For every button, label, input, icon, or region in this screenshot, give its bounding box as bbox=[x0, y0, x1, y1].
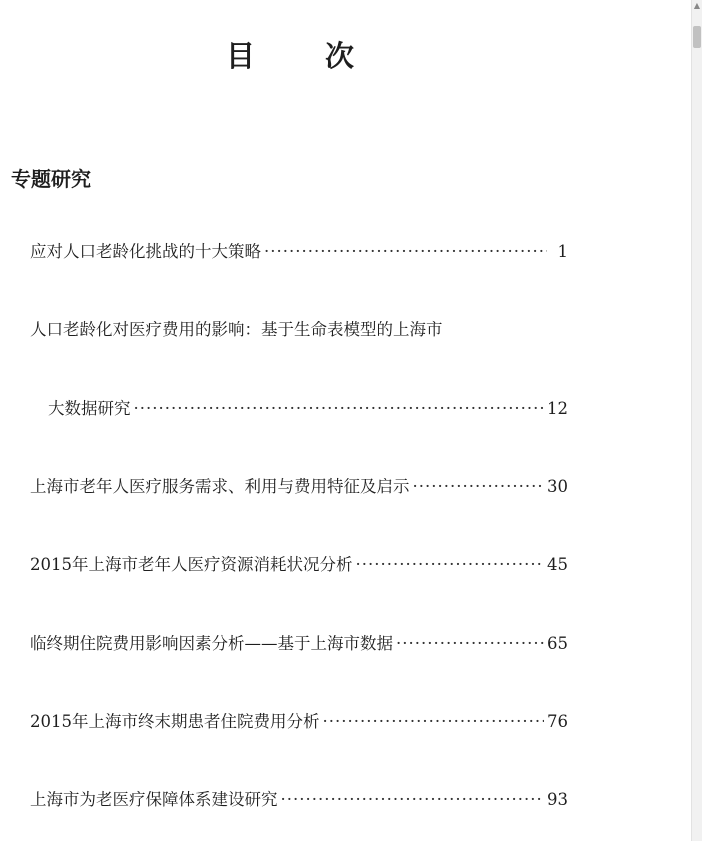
dot-leader bbox=[134, 396, 545, 422]
toc-entry-page: 76 bbox=[547, 712, 568, 731]
toc-entry[interactable] bbox=[30, 474, 568, 500]
toc-entry-page: 65 bbox=[547, 634, 568, 653]
section-heading: 专题研究 bbox=[11, 167, 91, 191]
title-char-2: 次 bbox=[325, 39, 355, 73]
toc-entry-page: 1 bbox=[557, 242, 568, 261]
toc-entry-continuation[interactable] bbox=[48, 396, 568, 422]
dot-leader bbox=[281, 787, 545, 813]
dot-leader bbox=[264, 239, 547, 265]
toc-entry-title: 2015年上海市终末期患者住院费用分析 bbox=[30, 712, 320, 731]
toc-entry-title: 2015年上海市老年人医疗资源消耗状况分析 bbox=[30, 555, 353, 574]
toc-entry[interactable] bbox=[30, 239, 568, 265]
toc-entry-title: 人口老龄化对医疗费用的影响：基于生命表模型的上海市 bbox=[30, 320, 443, 339]
dot-leader bbox=[356, 552, 545, 578]
vertical-scrollbar[interactable] bbox=[691, 0, 702, 841]
toc-entry-page: 12 bbox=[547, 399, 568, 418]
toc-entry-title: 应对人口老龄化挑战的十大策略 bbox=[30, 242, 261, 261]
toc-entry[interactable] bbox=[30, 709, 568, 735]
toc-entry[interactable] bbox=[30, 787, 568, 813]
title-char-1: 目 bbox=[225, 39, 255, 73]
dot-leader bbox=[413, 474, 545, 500]
toc-entry-page: 45 bbox=[547, 555, 568, 574]
toc-entry[interactable] bbox=[30, 552, 568, 578]
toc-entry-page: 30 bbox=[547, 477, 568, 496]
triangle-up-icon[interactable]: ▲ bbox=[693, 1, 701, 10]
scrollbar-thumb[interactable] bbox=[693, 26, 701, 48]
toc-entry[interactable] bbox=[30, 631, 568, 657]
toc-entry-page: 93 bbox=[547, 790, 568, 809]
toc-entry[interactable] bbox=[30, 317, 568, 343]
dot-leader bbox=[396, 631, 544, 657]
page-title bbox=[0, 34, 580, 75]
dot-leader bbox=[323, 709, 545, 735]
toc-entry-title: 上海市为老医疗保障体系建设研究 bbox=[30, 790, 278, 809]
toc-entry-title: 大数据研究 bbox=[48, 399, 131, 418]
toc-entry-title: 上海市老年人医疗服务需求、利用与费用特征及启示 bbox=[30, 477, 410, 496]
toc-entry-title: 临终期住院费用影响因素分析——基于上海市数据 bbox=[30, 634, 393, 653]
